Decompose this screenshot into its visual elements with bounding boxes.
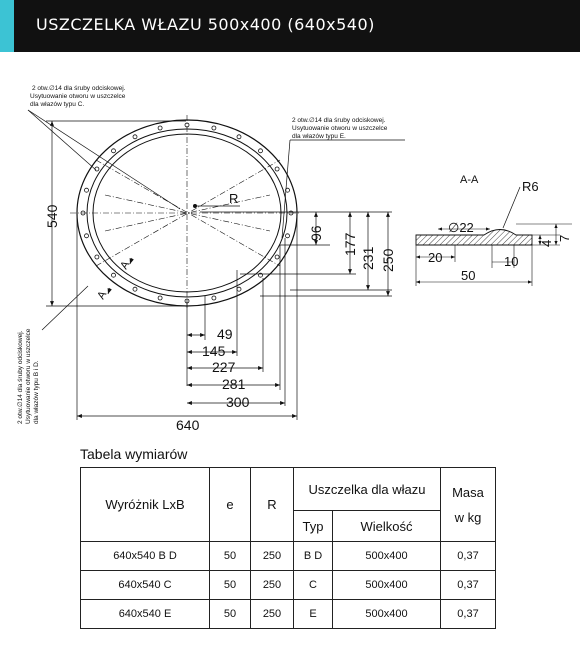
section-d7-label: 7: [557, 234, 572, 242]
col-header-e: e: [210, 468, 251, 542]
svg-text:dla włazów typu C.: dla włazów typu C.: [30, 101, 85, 108]
bolt-hole: [133, 135, 137, 139]
cell-r: 250: [251, 600, 294, 629]
bolt-hole: [212, 126, 216, 130]
svg-text:2 otw.∅14 dla śruby odciskowej: 2 otw.∅14 dla śruby odciskowej.: [292, 117, 386, 124]
gasket-outline: [77, 120, 297, 306]
bolt-hole: [212, 296, 216, 300]
section-d20-label: 20: [428, 250, 443, 265]
bolt-hole: [95, 167, 99, 171]
section-profile: [416, 230, 532, 246]
section-mark-upper: A: [118, 259, 133, 272]
bolt-hole: [286, 234, 290, 238]
bolt-hole: [237, 287, 241, 291]
table-row: [81, 542, 496, 571]
bolt-hole: [237, 135, 241, 139]
table-row: [81, 571, 496, 600]
svg-text:dla włazów typu B i D.: dla włazów typu B i D.: [33, 360, 40, 424]
bolt-hole: [158, 126, 162, 130]
dim-281-label: 281: [222, 376, 246, 392]
dim-177-label: 177: [342, 232, 358, 256]
col-header-masa-line1: Masa: [452, 484, 484, 500]
dim-49-label: 49: [217, 326, 233, 342]
cell-r: 250: [251, 542, 294, 571]
table-row: [81, 600, 496, 629]
dim-300-label: 300: [226, 394, 250, 410]
note-type-bd: [17, 328, 40, 424]
col-header-wielkosc: Wielkość: [333, 511, 441, 542]
svg-text:2 otw.∅14 dla śruby odciskowej: 2 otw.∅14 dla śruby odciskowej.: [32, 85, 126, 92]
cell-lxb: 640x540 E: [81, 600, 210, 629]
cell-lxb: 640x540 B D: [81, 542, 210, 571]
svg-text:Usytuowanie otworu w uszczelce: Usytuowanie otworu w uszczelce: [292, 125, 388, 132]
bolt-hole: [85, 234, 89, 238]
cell-wielkosc: 500x400: [333, 571, 441, 600]
bolt-hole: [133, 287, 137, 291]
cell-e: 50: [210, 542, 251, 571]
section-d10-label: 10: [504, 254, 519, 269]
dim-96-label: 96: [308, 225, 324, 241]
bolt-hole: [275, 255, 279, 259]
cell-r: 250: [251, 571, 294, 600]
cell-typ: E: [294, 600, 333, 629]
svg-text:2 otw.∅14 dla śruby odciskowej: 2 otw.∅14 dla śruby odciskowej.: [17, 330, 24, 424]
table-caption: Tabela wymiarów: [80, 446, 188, 462]
bolt-hole: [158, 296, 162, 300]
cell-masa: 0,37: [441, 600, 496, 629]
note-leaders: [28, 110, 405, 330]
dimensions-table: [80, 467, 496, 629]
col-header-uszczelka: Uszczelka dla włazu: [294, 468, 441, 511]
note-type-e: [292, 117, 388, 140]
bolt-hole: [275, 167, 279, 171]
cell-typ: B D: [294, 542, 333, 571]
dim-540-label: 540: [44, 204, 60, 228]
dim-145-label: 145: [202, 343, 226, 359]
header-accent-bar: [0, 0, 14, 52]
dim-231-label: 231: [360, 246, 376, 270]
col-header-masa-line2: w kg: [454, 509, 482, 525]
bolt-hole: [112, 273, 116, 277]
cell-masa: 0,37: [441, 542, 496, 571]
bolt-hole: [259, 149, 263, 153]
section-r6-label: R6: [522, 179, 539, 194]
cell-e: 50: [210, 600, 251, 629]
col-header-masa: [441, 468, 496, 542]
page-title: USZCZELKA WŁAZU 500x400 (640x540): [36, 15, 375, 34]
bolt-hole: [112, 149, 116, 153]
svg-text:dla włazów typu E.: dla włazów typu E.: [292, 133, 346, 140]
cell-wielkosc: 500x400: [333, 600, 441, 629]
section-d50-label: 50: [461, 268, 476, 283]
dim-227-label: 227: [212, 359, 236, 375]
cell-lxb: 640x540 C: [81, 571, 210, 600]
section-d22-label: ∅22: [448, 220, 474, 235]
dim-540: [46, 121, 186, 306]
col-header-typ: Typ: [294, 511, 333, 542]
page-header: [0, 0, 580, 52]
col-header-lxb: Wyróżnik LxB: [81, 468, 210, 542]
bolt-hole: [85, 188, 89, 192]
radius-label: R: [229, 191, 239, 206]
section-mark-lower: A: [95, 289, 110, 302]
dim-250-label: 250: [380, 248, 396, 272]
bolt-hole: [95, 255, 99, 259]
section-d4-label: 4: [539, 239, 554, 247]
col-header-r: R: [251, 468, 294, 542]
cell-masa: 0,37: [441, 571, 496, 600]
section-title: A-A: [460, 174, 479, 186]
cell-typ: C: [294, 571, 333, 600]
svg-text:Usytuowanie otworu w uszczelce: Usytuowanie otworu w uszczelce: [30, 93, 126, 100]
dim-640-label: 640: [176, 417, 200, 433]
cell-e: 50: [210, 571, 251, 600]
center-lines: [70, 115, 300, 310]
technical-drawing: [0, 52, 580, 442]
cell-wielkosc: 500x400: [333, 542, 441, 571]
section-r6-leader: [503, 187, 520, 228]
svg-text:Usytuowanie otworu w uszczelce: Usytuowanie otworu w uszczelce: [25, 328, 32, 424]
note-type-c: [30, 85, 126, 108]
